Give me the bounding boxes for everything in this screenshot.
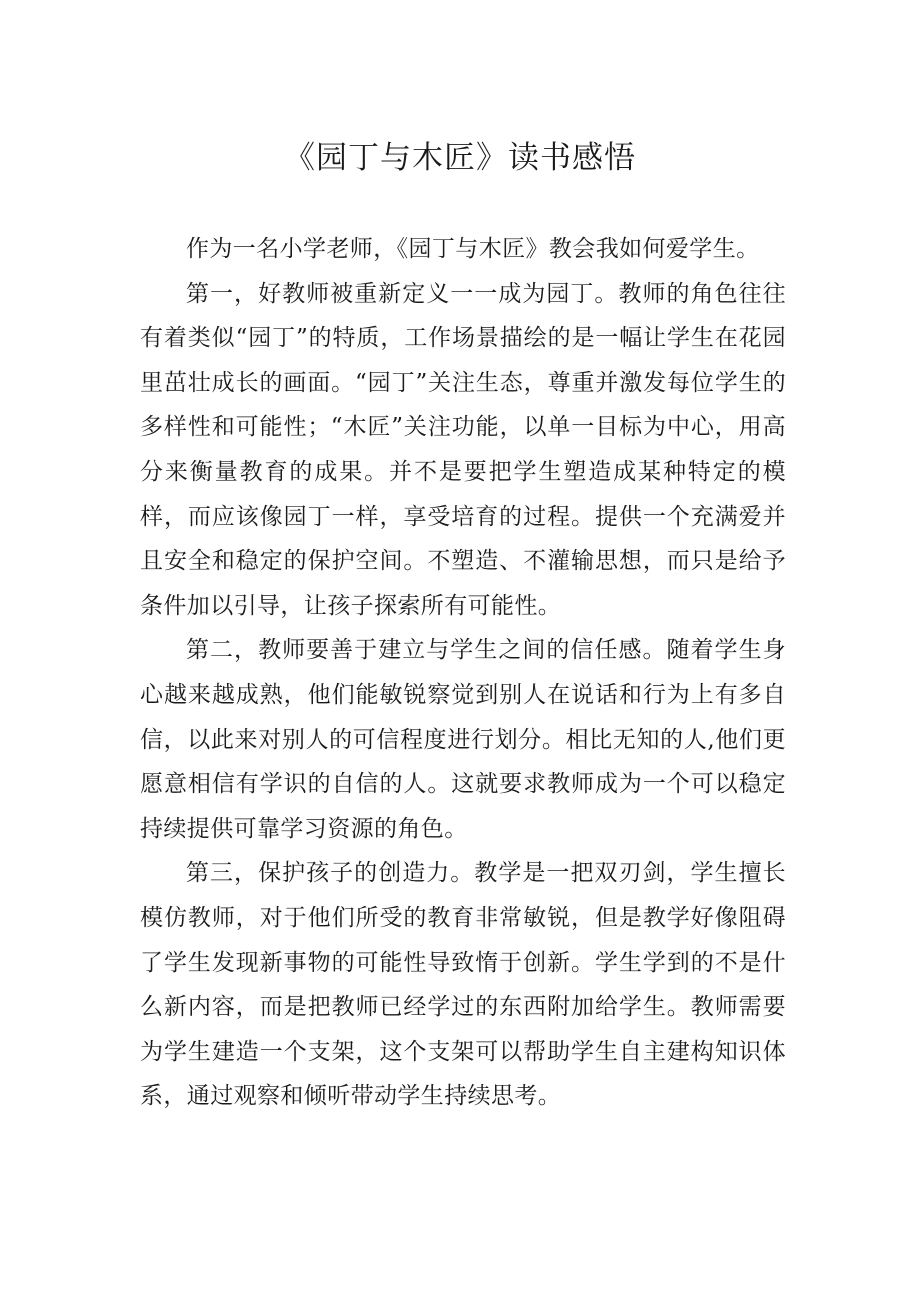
paragraph-third-point: 第三，保护孩子的创造力。教学是一把双刃剑，学生擅长模仿教师，对于他们所受的教育非常敏锐，但是教学好像阻碍了学生发现新事物的可能性导致惰于创新。学生学到的不是什么新内容，而是把教师已经学过的东西附加给学生。教师需要为学生建造一个支架，这个支架可以帮助学生自主建构知识体系，通过观察和倾听带动学生持续思考。 [140, 860, 786, 1110]
document-title: 《园丁与木匠》读书感悟 [284, 140, 636, 176]
paragraph-second-point: 第二，教师要善于建立与学生之间的信任感。随着学生身心越来越成熟，他们能敏锐察觉到别人在说话和行为上有多自信，以此来对别人的可信程度进行划分。相比无知的人,他们更愿意相信有学识的自信的人。这就要求教师成为一个可以稳定持续提供可靠学习资源的角色。 [140, 637, 786, 842]
document-body [140, 227, 786, 1119]
paragraph-first-point: 第一，好教师被重新定义一一成为园丁。教师的角色往往有着类似“园丁”的特质，工作场景描绘的是一幅让学生在花园里茁壮成长的画面。“园丁”关注生态，尊重并激发每位学生的多样性和可能性；“木匠”关注功能，以单一目标为中心，用高分来衡量教育的成果。并不是要把学生塑造成某种特定的模样，而应该像园丁一样，享受培育的过程。提供一个充满爱并且安全和稳定的保护空间。不塑造、不灌输思想，而只是给予条件加以引导，让孩子探索所有可能性。 [140, 280, 786, 619]
paragraph-intro: 作为一名小学老师，《园丁与木匠》教会我如何爱学生。 [186, 236, 760, 262]
